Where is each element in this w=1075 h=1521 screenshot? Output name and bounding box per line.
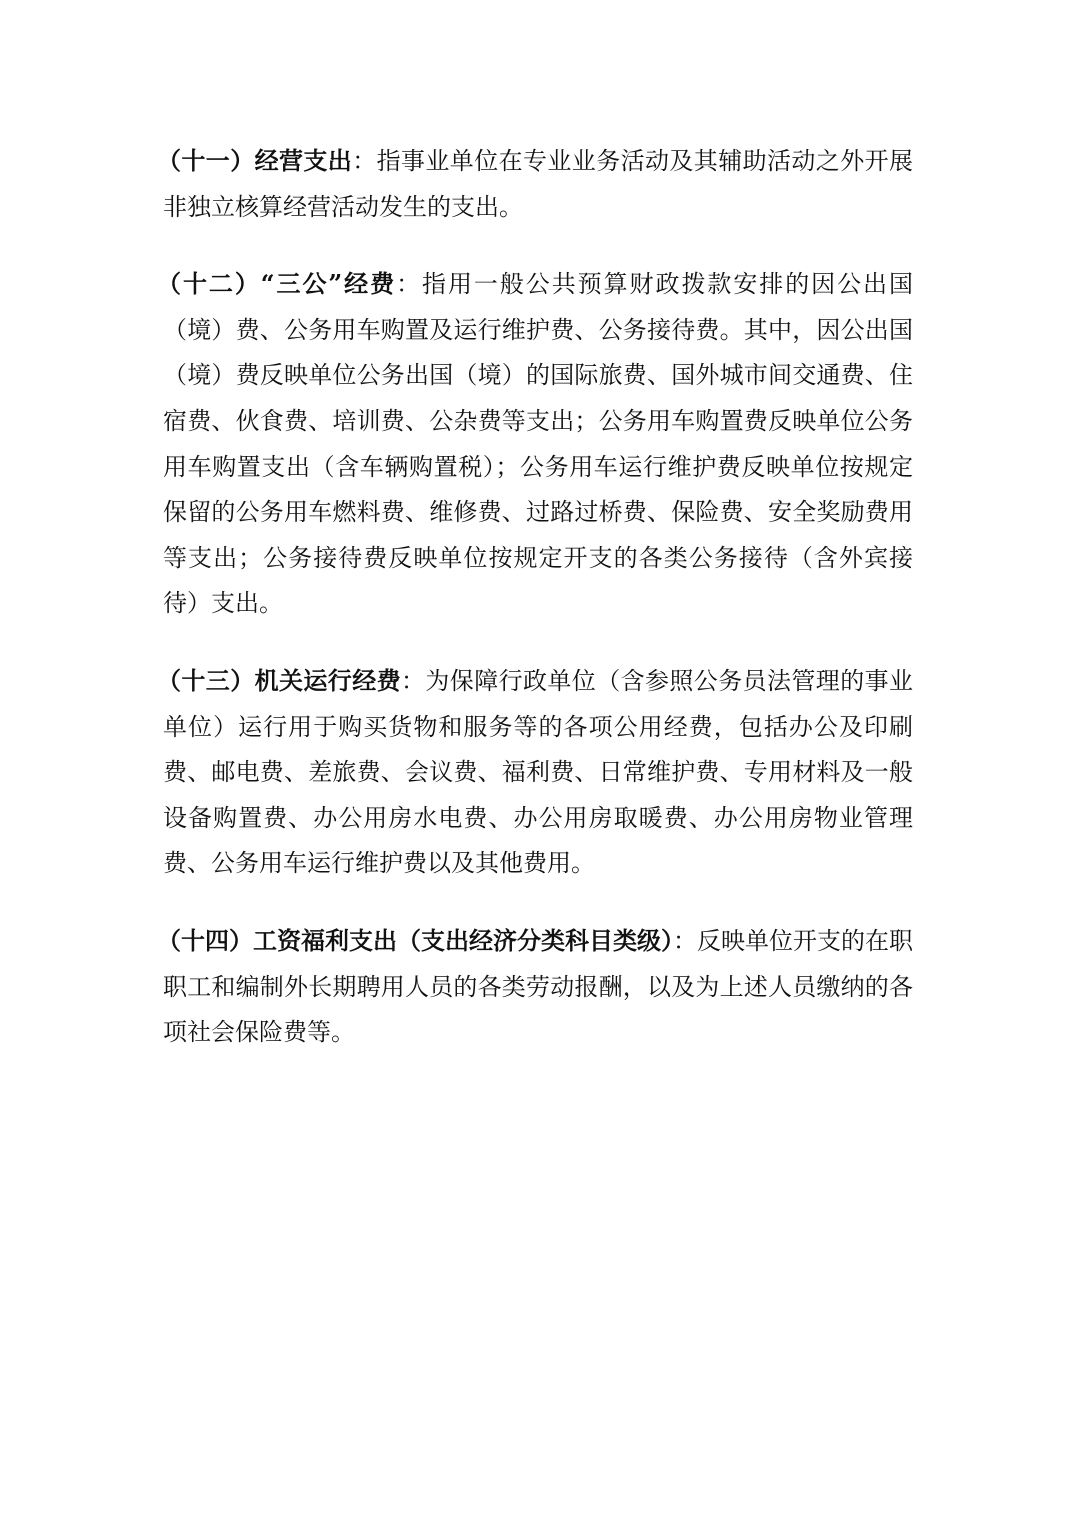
document-page <box>157 138 914 1056</box>
paragraph-heading: （十四）工资福利支出（支出经济分类科目类级） <box>157 925 673 955</box>
paragraph-body: ：指事业单位在专业业务活动及其辅助活动之外开展非独立核算经营活动发生的支出。 <box>163 147 914 221</box>
paragraph-12 <box>157 261 914 627</box>
paragraph-heading: （十一）经营支出 <box>157 146 353 175</box>
paragraph-13 <box>157 658 913 887</box>
paragraph-heading: （十二）“三公”经费 <box>157 269 397 299</box>
paragraph-body: ：指用一般公共预算财政拨款安排的因公出国（境）费、公务用车购置及运行维护费、公务接待费。其中，因公出国（境）费反映单位公务出国（境）的国际旅费、国外城市间交通费、住宿费、伙食费、培训费、公杂费等支出；公务用车购置费反映单位公务用车购置支出（含车辆购置税）；公务用车运行维护费反映单位按规定保留的公务用车燃料费、维修费、过路过桥费、保险费、安全奖励费用等支出；公务接待费反映单位按规定开支的各类公务接待（含外宾接待）支出。 <box>163 270 914 618</box>
paragraph-heading: （十三）机关运行经费 <box>157 665 401 695</box>
paragraph-body: ：为保障行政单位（含参照公务员法管理的事业单位）运行用于购买货物和服务等的各项公用经费，包括办公及印刷费、邮电费、差旅费、会议费、福利费、日常维护费、专用材料及一般设备购置费、办公用房水电费、办公用房取暖费、办公用房物业管理费、公务用车运行维护费以及其他费用。 <box>163 666 913 878</box>
paragraph-14 <box>157 918 913 1056</box>
paragraph-body: ：反映单位开支的在职职工和编制外长期聘用人员的各类劳动报酬，以及为上述人员缴纳的各项社会保险费等。 <box>163 926 913 1047</box>
paragraph-11 <box>157 138 914 230</box>
